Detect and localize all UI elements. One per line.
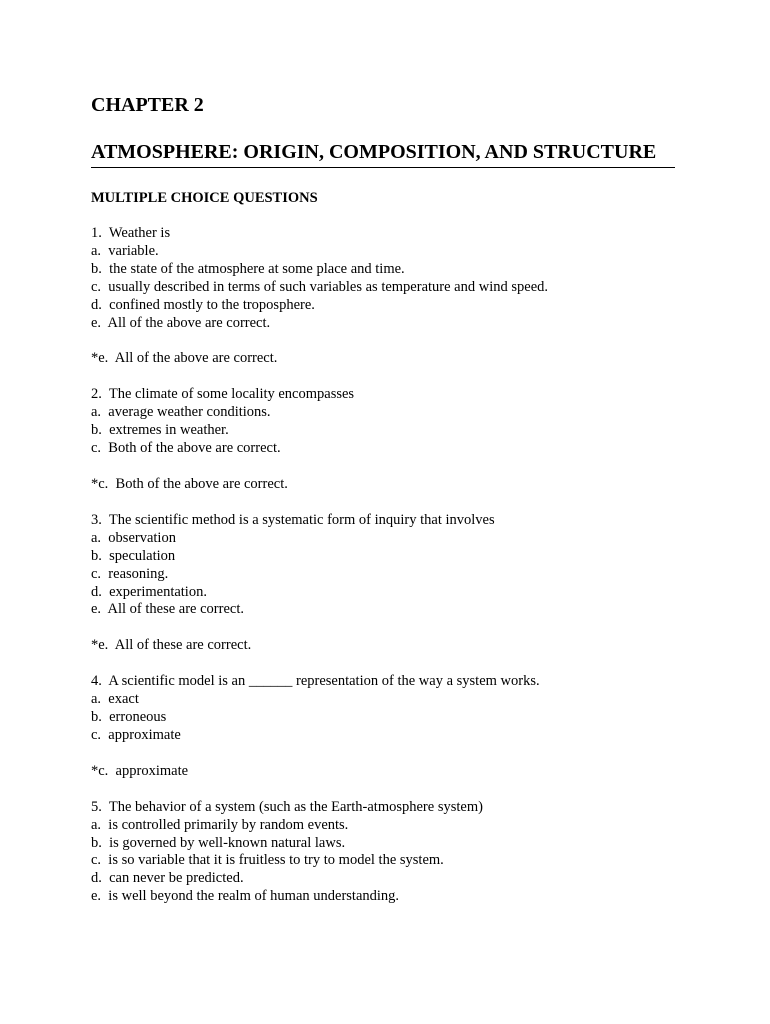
option-b: b. is governed by well-known natural laws. [91, 834, 346, 851]
question-stem: 1. Weather is [91, 225, 171, 241]
question-stem: 4. A scientific model is an ______ representation of the way a system works. [91, 673, 540, 690]
answer-key: *c. Both of the above are correct. [91, 475, 288, 492]
option-b: b. the state of the atmosphere at some place and time. [91, 260, 405, 277]
question-4 [91, 673, 691, 781]
title-underline [91, 167, 675, 168]
chapter-title: ATMOSPHERE: ORIGIN, COMPOSITION, AND STRUCTURE [91, 141, 657, 163]
question-5 [91, 799, 691, 906]
option-c: c. approximate [91, 726, 181, 743]
question-1 [91, 225, 691, 368]
option-d: d. confined mostly to the troposphere. [91, 296, 315, 313]
option-d: d. can never be predicted. [91, 870, 244, 887]
option-e: e. is well beyond the realm of human understanding. [91, 888, 400, 905]
option-b: b. erroneous [91, 709, 167, 726]
question-2 [91, 386, 691, 494]
chapter-heading: CHAPTER 2 [91, 94, 204, 116]
answer-key: *c. approximate [91, 762, 189, 779]
option-a: a. exact [91, 691, 139, 708]
question-stem: 3. The scientific method is a systematic form of inquiry that involves [91, 511, 495, 528]
answer-key: *e. All of these are correct. [91, 637, 252, 654]
option-a: a. average weather conditions. [91, 404, 271, 421]
option-c: c. Both of the above are correct. [91, 440, 281, 457]
option-a: a. observation [91, 529, 176, 546]
option-c: c. is so variable that it is fruitless to try to model the system. [91, 852, 444, 869]
option-e: e. All of the above are correct. [91, 314, 271, 331]
option-c: c. usually described in terms of such variables as temperature and wind speed. [91, 278, 549, 295]
section-heading: MULTIPLE CHOICE QUESTIONS [91, 190, 318, 206]
question-stem: 5. The behavior of a system (such as the Earth-atmosphere system) [91, 798, 483, 815]
question-stem: 2. The climate of some locality encompasses [91, 386, 355, 403]
document-page [91, 92, 691, 906]
option-a: a. is controlled primarily by random events. [91, 816, 349, 833]
option-e: e. All of these are correct. [91, 601, 244, 618]
option-c: c. reasoning. [91, 565, 169, 582]
question-3 [91, 512, 691, 655]
option-a: a. variable. [91, 242, 159, 259]
option-b: b. extremes in weather. [91, 422, 229, 439]
answer-key: *e. All of the above are correct. [91, 350, 278, 367]
option-d: d. experimentation. [91, 583, 207, 600]
option-b: b. speculation [91, 547, 176, 564]
